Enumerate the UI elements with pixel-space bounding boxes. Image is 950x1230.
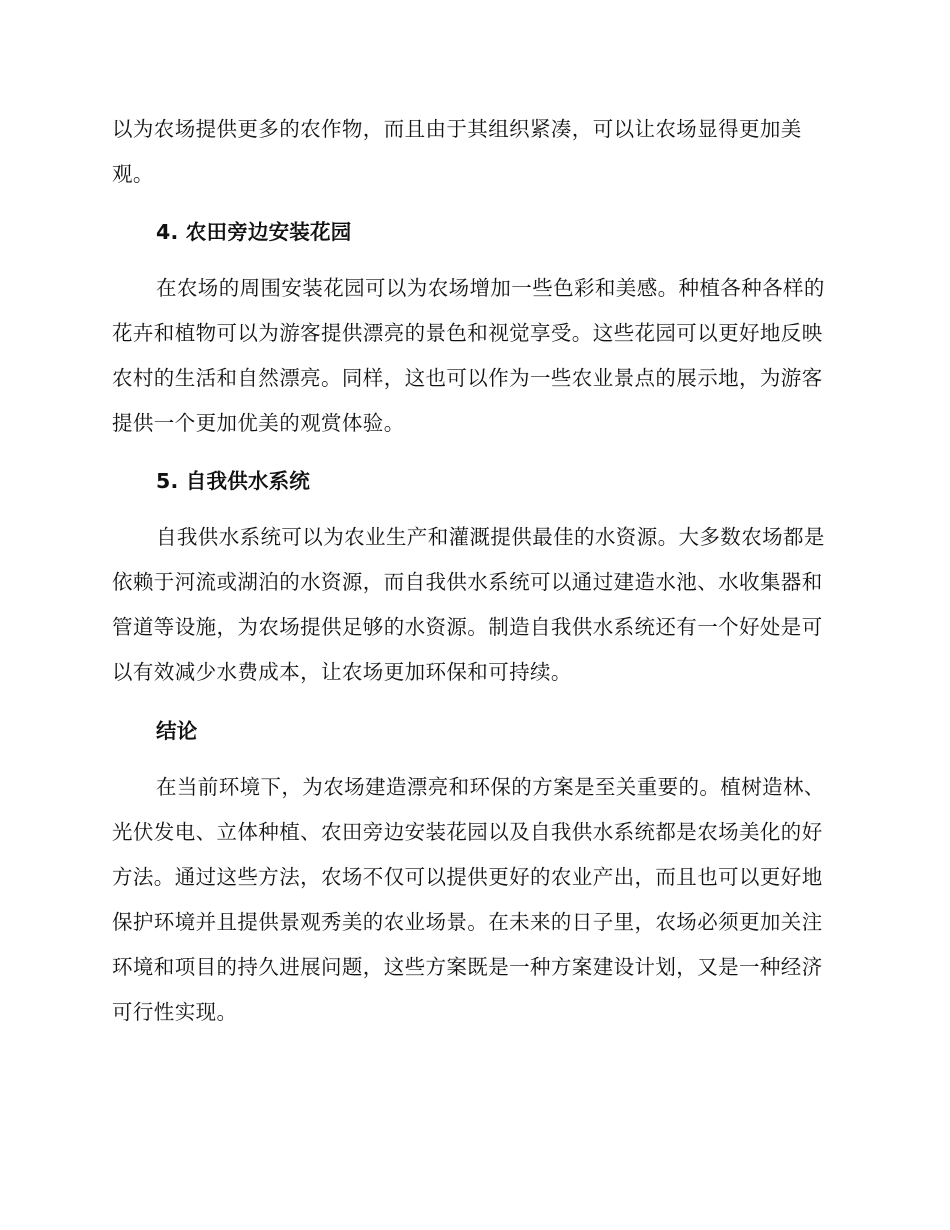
intro-continuation-paragraph: 以为农场提供更多的农作物，而且由于其组织紧凑，可以让农场显得更加美观。 [112, 117, 802, 186]
section-heading-garden: 4. 农田旁边安装花园 [156, 220, 352, 244]
section-body-garden: 在农场的周围安装花园可以为农场增加一些色彩和美感。种植各种各样的花卉和植物可以为游客提供漂亮的景色和视觉享受。这些花园可以更好地反映农村的生活和自然漂亮。同样，这也可以作为一些农业景点的展示地，为游客提供一个更加优美的观赏体验。 [112, 276, 825, 435]
section-heading-water-system: 5. 自我供水系统 [156, 469, 310, 493]
section-body-conclusion: 在当前环境下，为农场建造漂亮和环保的方案是至关重要的。植树造林、光伏发电、立体种植、农田旁边安装花园以及自我供水系统都是农场美化的好方法。通过这些方法，农场不仅可以提供更好的农业产出，而且也可以更好地保护环境并且提供景观秀美的农业场景。在未来的日子里，农场必须更加关注环境和项目的持久进展问题，这些方案既是一种方案建设计划，又是一种经济可行性实现。 [112, 775, 825, 1024]
section-body-water-system: 自我供水系统可以为农业生产和灌溉提供最佳的水资源。大多数农场都是依赖于河流或湖泊的水资源，而自我供水系统可以通过建造水池、水收集器和管道等设施，为农场提供足够的水资源。制造自我供水系统还有一个好处是可以有效减少水费成本，让农场更加环保和可持续。 [112, 525, 825, 684]
section-heading-conclusion: 结论 [156, 719, 198, 743]
